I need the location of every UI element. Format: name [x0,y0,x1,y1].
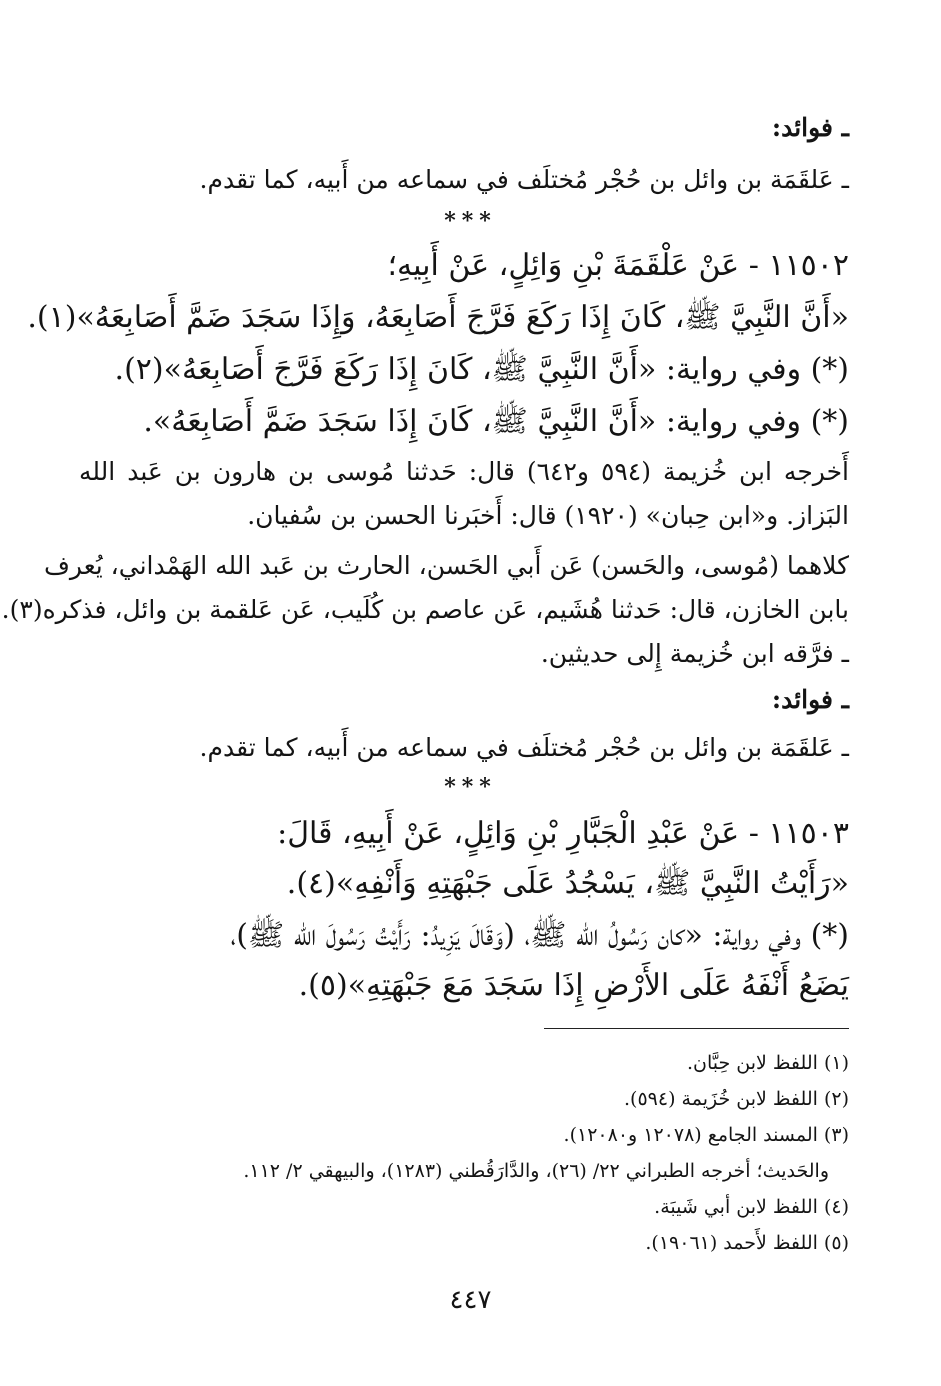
split-note: ـ فرَّقه ابن خُزيمة إِلى حديثين. [540,639,849,668]
hadith-1503-variant-a: (*) وفي رواية: «كان رَسُولُ الله ﷺ، (وَقَالَ يَزِيدُ: رَأَيْتُ رَسُولَ الله ﷺ)، [230,918,849,953]
benefit-note: ـ عَلقَمَة بن وائل بن حُجْر مُختلَف في سماعه من أَبيه، كما تقدم. [199,165,849,194]
hadith-1502-variant-1: (*) وفي رواية: «أَنَّ النَّبِيَّ ﷺ، كَانَ إِذَا رَكَعَ فَرَّجَ أَصَابِعَهُ»(٢). [114,352,849,387]
section-separator: *** [444,774,497,800]
hadith-1502-chain: ١١٥٠٢ - عَنْ عَلْقَمَةَ بْنِ وَائِلٍ، عَنْ أَبِيهِ؛ [387,248,849,283]
hadith-1503-variant-b: يَضَعُ أَنْفَهُ عَلَى الأَرْضِ إِذَا سَجَدَ مَعَ جَبْهَتِهِ»(٥). [298,968,849,1003]
footnote-4: (٤) اللفظ لابن أبي شَيبَة. [654,1196,849,1218]
chain-line-1: كلاهما (مُوسى، والحَسن) عَن أَبي الحَسن، الحارث بن عَبد الله الهَمْداني، يُعرف [44,551,849,580]
footnote-2: (٢) اللفظ لابن خُزَيمة (٥٩٤). [624,1088,849,1110]
hadith-1503-chain: ١١٥٠٣ - عَنْ عَبْدِ الْجَبَّارِ بْنِ وَائِلٍ، عَنْ أَبِيهِ، قَالَ: [277,816,849,851]
fawaid-heading: ـ فوائد: [771,113,849,142]
page-number: ٤٤٧ [449,1285,492,1315]
fawaid-heading: ـ فوائد: [771,685,849,714]
footnote-divider [544,1028,849,1029]
benefit-note: ـ عَلقَمَة بن وائل بن حُجْر مُختلَف في سماعه من أَبيه، كما تقدم. [199,733,849,762]
footnote-1: (١) اللفظ لابن حِبَّان. [686,1052,849,1074]
takhrij-line-1: أَخرجه ابن خُزيمة (٥٩٤ و٦٤٢) قال: حَدثنا مُوسى بن هارون بن عَبد الله [79,457,849,486]
chain-line-2: بابن الخازن، قال: حَدثنا هُشَيم، عَن عاصم بن كُلَيب، عَن عَلقمة بن وائل، فذكره(٣). [1,595,849,624]
footnote-3-continuation: والحَديث؛ أخرجه الطبراني ٢٢/ (٢٦)، والدَّارَقُطني (١٢٨٣)، والبيهقي ٢/ ١١٢. [243,1160,829,1182]
footnote-5: (٥) اللفظ لأَحمد (١٩٠٦١). [645,1232,849,1254]
takhrij-line-2: البَزاز. و«ابن حِبان» (١٩٢٠) قال: أَخبَرنا الحسن بن سُفيان. [247,501,849,530]
hadith-1502-variant-2: (*) وفي رواية: «أَنَّ النَّبِيَّ ﷺ، كَانَ إِذَا سَجَدَ ضَمَّ أَصَابِعَهُ». [143,404,849,439]
footnote-3: (٣) المسند الجامع (١٢٠٧٨ و١٢٠٨٠). [563,1124,849,1146]
section-separator: *** [444,208,497,234]
hadith-1502-text: «أَنَّ النَّبِيَّ ﷺ، كَانَ إِذَا رَكَعَ فَرَّجَ أَصَابِعَهُ، وَإِذَا سَجَدَ ضَمَّ أَصَابِعَهُ»(١). [27,300,849,335]
hadith-1503-text: «رَأَيْتُ النَّبِيَّ ﷺ، يَسْجُدُ عَلَى جَبْهَتِهِ وَأَنْفِهِ»(٤). [286,866,849,901]
